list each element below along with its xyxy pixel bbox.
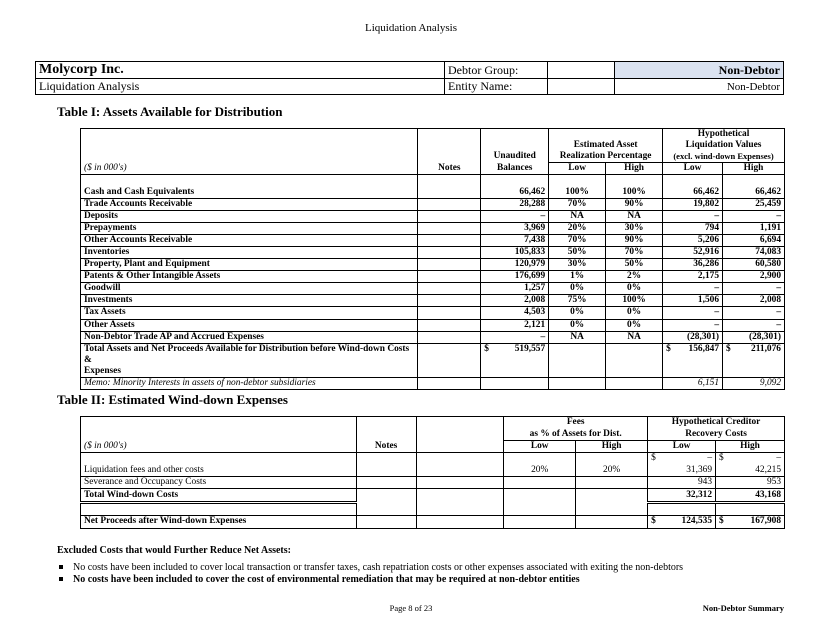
asset-label: Cash and Cash Equivalents (81, 186, 418, 198)
asset-pct-high: 70% (606, 246, 663, 258)
asset-val-high: 1,191 (723, 222, 785, 234)
liq-values-header: Liquidation Values (663, 140, 785, 151)
asset-val-high: 60,580 (723, 259, 785, 271)
asset-balance: 105,833 (481, 246, 549, 258)
units-label: ($ in 000's) (81, 163, 418, 175)
asset-pct-low: 70% (549, 234, 606, 246)
asset-label: Patents & Other Intangible Assets (81, 271, 418, 283)
net-proceeds-label: Net Proceeds after Wind-down Expenses (81, 516, 357, 528)
asset-balance: 4,503 (481, 307, 549, 319)
t2-dash-low: $ – (648, 453, 716, 465)
asset-row (81, 319, 785, 331)
asset-label: Other Assets (81, 319, 418, 331)
asset-label: Inventories (81, 246, 418, 258)
winddown-table (80, 416, 785, 529)
asset-val-low: 52,916 (663, 246, 723, 258)
t2-pct-low-header: Low (504, 440, 576, 452)
asset-pct-low: 0% (549, 283, 606, 295)
asset-val-low: – (663, 210, 723, 222)
asset-val-low: 794 (663, 222, 723, 234)
asset-balance: 28,288 (481, 198, 549, 210)
entity-name-label: Entity Name: (445, 79, 548, 95)
asset-pct-high: 2% (606, 271, 663, 283)
company-name: Molycorp Inc. (36, 62, 445, 79)
winddown-pct-high (576, 476, 648, 488)
header-box (35, 61, 784, 95)
asset-label: Prepayments (81, 222, 418, 234)
winddown-label: Severance and Occupancy Costs (81, 476, 357, 488)
assets-table (80, 128, 785, 390)
asset-val-low: 2,175 (663, 271, 723, 283)
notes-header: Notes (418, 163, 481, 175)
asset-label: Deposits (81, 210, 418, 222)
asset-pct-high: 0% (606, 319, 663, 331)
asset-pct-high: 100% (606, 186, 663, 198)
asset-label: Other Accounts Receivable (81, 234, 418, 246)
asset-val-low: 36,286 (663, 259, 723, 271)
asset-val-high: 6,694 (723, 234, 785, 246)
total-assets-label: Total Assets and Net Proceeds Available for Distribution before Wind-down Costs & Expenses (81, 343, 418, 377)
val-low-header: Low (663, 163, 723, 175)
hyp-creditor-header: Hypothetical Creditor (648, 417, 785, 429)
asset-pct-high: 0% (606, 283, 663, 295)
section-footer: Non-Debtor Summary (702, 603, 784, 613)
asset-val-low: 5,206 (663, 234, 723, 246)
winddown-label: Liquidation fees and other costs (81, 465, 357, 477)
asset-pct-low: 0% (549, 319, 606, 331)
pct-high-header: High (606, 163, 663, 175)
net-proceeds-high: $ 167,908 (716, 516, 785, 528)
total-val-high: $ 211,076 (723, 343, 785, 377)
asset-row (81, 186, 785, 198)
asset-balance: 66,462 (481, 186, 549, 198)
t2-units-label: ($ in 000's) (81, 440, 357, 452)
winddown-val-low: 943 (648, 476, 716, 488)
asset-balance: 1,257 (481, 283, 549, 295)
asset-label: Trade Accounts Receivable (81, 198, 418, 210)
hypothetical-header: Hypothetical (663, 129, 785, 141)
winddown-row (81, 465, 785, 477)
total-balance: $ 519,557 (481, 343, 549, 377)
entity-name-blank (548, 79, 615, 95)
t2-dash-high: $ – (716, 453, 785, 465)
asset-val-high: 25,459 (723, 198, 785, 210)
table2-title: Table II: Estimated Wind-down Expenses (57, 392, 288, 407)
winddown-val-high: 42,215 (716, 465, 785, 477)
realization-header: Realization Percentage (549, 151, 663, 163)
memo-label: Memo: Minority Interests in assets of non-debtor subsidiaries (81, 377, 418, 389)
asset-label: Non-Debtor Trade AP and Accrued Expenses (81, 331, 418, 343)
asset-row (81, 210, 785, 222)
asset-val-high: (28,301) (723, 331, 785, 343)
entity-name-value: Non-Debtor (615, 79, 784, 95)
asset-label: Tax Assets (81, 307, 418, 319)
total-winddown-label: Total Wind-down Costs (81, 489, 357, 502)
excluded-costs-title: Excluded Costs that would Further Reduce Net Assets: (57, 545, 291, 556)
asset-label: Property, Plant and Equipment (81, 259, 418, 271)
est-asset-header: Estimated Asset (549, 140, 663, 151)
asset-balance: 3,969 (481, 222, 549, 234)
t2-val-low-header: Low (648, 440, 716, 452)
asset-pct-low: 75% (549, 295, 606, 307)
asset-val-high: – (723, 210, 785, 222)
asset-row (81, 198, 785, 210)
asset-balance: 2,008 (481, 295, 549, 307)
asset-pct-high: 90% (606, 198, 663, 210)
asset-balance: 176,699 (481, 271, 549, 283)
recovery-header: Recovery Costs (648, 428, 785, 440)
asset-balance: 2,121 (481, 319, 549, 331)
winddown-val-low: 31,369 (648, 465, 716, 477)
table1-title: Table I: Assets Available for Distribution (57, 104, 283, 119)
asset-label: Investments (81, 295, 418, 307)
asset-row (81, 271, 785, 283)
fees-header: Fees (504, 417, 648, 429)
unaudited-header: Unaudited (481, 151, 549, 163)
bullet-item: No costs have been included to cover the cost of environmental remediation that may be required at non-debtor entities (57, 574, 683, 586)
asset-pct-high: 100% (606, 295, 663, 307)
asset-val-high: – (723, 283, 785, 295)
bullet-square-icon (59, 565, 63, 569)
asset-pct-low: NA (549, 210, 606, 222)
asset-pct-high: NA (606, 210, 663, 222)
asset-row (81, 222, 785, 234)
winddown-pct-high: 20% (576, 465, 648, 477)
asset-pct-high: 30% (606, 222, 663, 234)
asset-pct-low: NA (549, 331, 606, 343)
asset-pct-high: 90% (606, 234, 663, 246)
asset-pct-high: 0% (606, 307, 663, 319)
asset-val-high: 2,008 (723, 295, 785, 307)
asset-pct-low: 100% (549, 186, 606, 198)
asset-row (81, 295, 785, 307)
debtor-group-value: Non-Debtor (615, 62, 784, 79)
bullet-square-icon (59, 577, 63, 581)
winddown-pct-low: 20% (504, 465, 576, 477)
memo-val-high: 9,092 (723, 377, 785, 389)
bullet-item: No costs have been included to cover local transaction or transfer taxes, cash repatriation costs or other expenses associated with exiting the non-debtors (57, 562, 683, 574)
excluded-costs-list (57, 562, 683, 586)
balances-header: Balances (481, 163, 549, 175)
asset-pct-low: 30% (549, 259, 606, 271)
memo-val-low: 6,151 (663, 377, 723, 389)
total-winddown-high: 43,168 (716, 489, 785, 502)
t2-pct-high-header: High (576, 440, 648, 452)
pct-low-header: Low (549, 163, 606, 175)
asset-row (81, 331, 785, 343)
asset-val-low: 66,462 (663, 186, 723, 198)
subtitle: Liquidation Analysis (36, 79, 445, 95)
page-number: Page 8 of 23 (389, 603, 433, 613)
debtor-group-blank (548, 62, 615, 79)
page-title: Liquidation Analysis (365, 22, 457, 34)
asset-row (81, 246, 785, 258)
asset-row (81, 259, 785, 271)
asset-val-low: (28,301) (663, 331, 723, 343)
total-val-low: $ 156,847 (663, 343, 723, 377)
asset-pct-low: 20% (549, 222, 606, 234)
asset-val-high: 74,083 (723, 246, 785, 258)
winddown-val-high: 953 (716, 476, 785, 488)
asset-val-high: 2,900 (723, 271, 785, 283)
asset-val-low: 1,506 (663, 295, 723, 307)
total-winddown-low: 32,312 (648, 489, 716, 502)
asset-pct-low: 50% (549, 246, 606, 258)
net-proceeds-low: $ 124,535 (648, 516, 716, 528)
asset-pct-high: NA (606, 331, 663, 343)
winddown-pct-low (504, 476, 576, 488)
asset-row (81, 307, 785, 319)
t2-val-high-header: High (716, 440, 785, 452)
asset-pct-low: 1% (549, 271, 606, 283)
asset-val-low: 19,802 (663, 198, 723, 210)
asset-val-high: 66,462 (723, 186, 785, 198)
asset-balance: – (481, 210, 549, 222)
asset-balance: 7,438 (481, 234, 549, 246)
winddown-row (81, 476, 785, 488)
asset-val-low: – (663, 283, 723, 295)
asset-pct-low: 70% (549, 198, 606, 210)
debtor-group-label: Debtor Group: (445, 62, 548, 79)
asset-row (81, 283, 785, 295)
asset-val-high: – (723, 307, 785, 319)
val-high-header: High (723, 163, 785, 175)
asset-label: Goodwill (81, 283, 418, 295)
asset-balance: 120,979 (481, 259, 549, 271)
asset-val-low: – (663, 307, 723, 319)
asset-val-high: – (723, 319, 785, 331)
asset-row (81, 234, 785, 246)
excl-header: (excl. wind-down Expenses) (663, 151, 785, 163)
asset-pct-low: 0% (549, 307, 606, 319)
pct-assets-header: as % of Assets for Dist. (504, 428, 648, 440)
asset-pct-high: 50% (606, 259, 663, 271)
asset-balance: – (481, 331, 549, 343)
t2-notes-header: Notes (356, 440, 416, 452)
asset-val-low: – (663, 319, 723, 331)
